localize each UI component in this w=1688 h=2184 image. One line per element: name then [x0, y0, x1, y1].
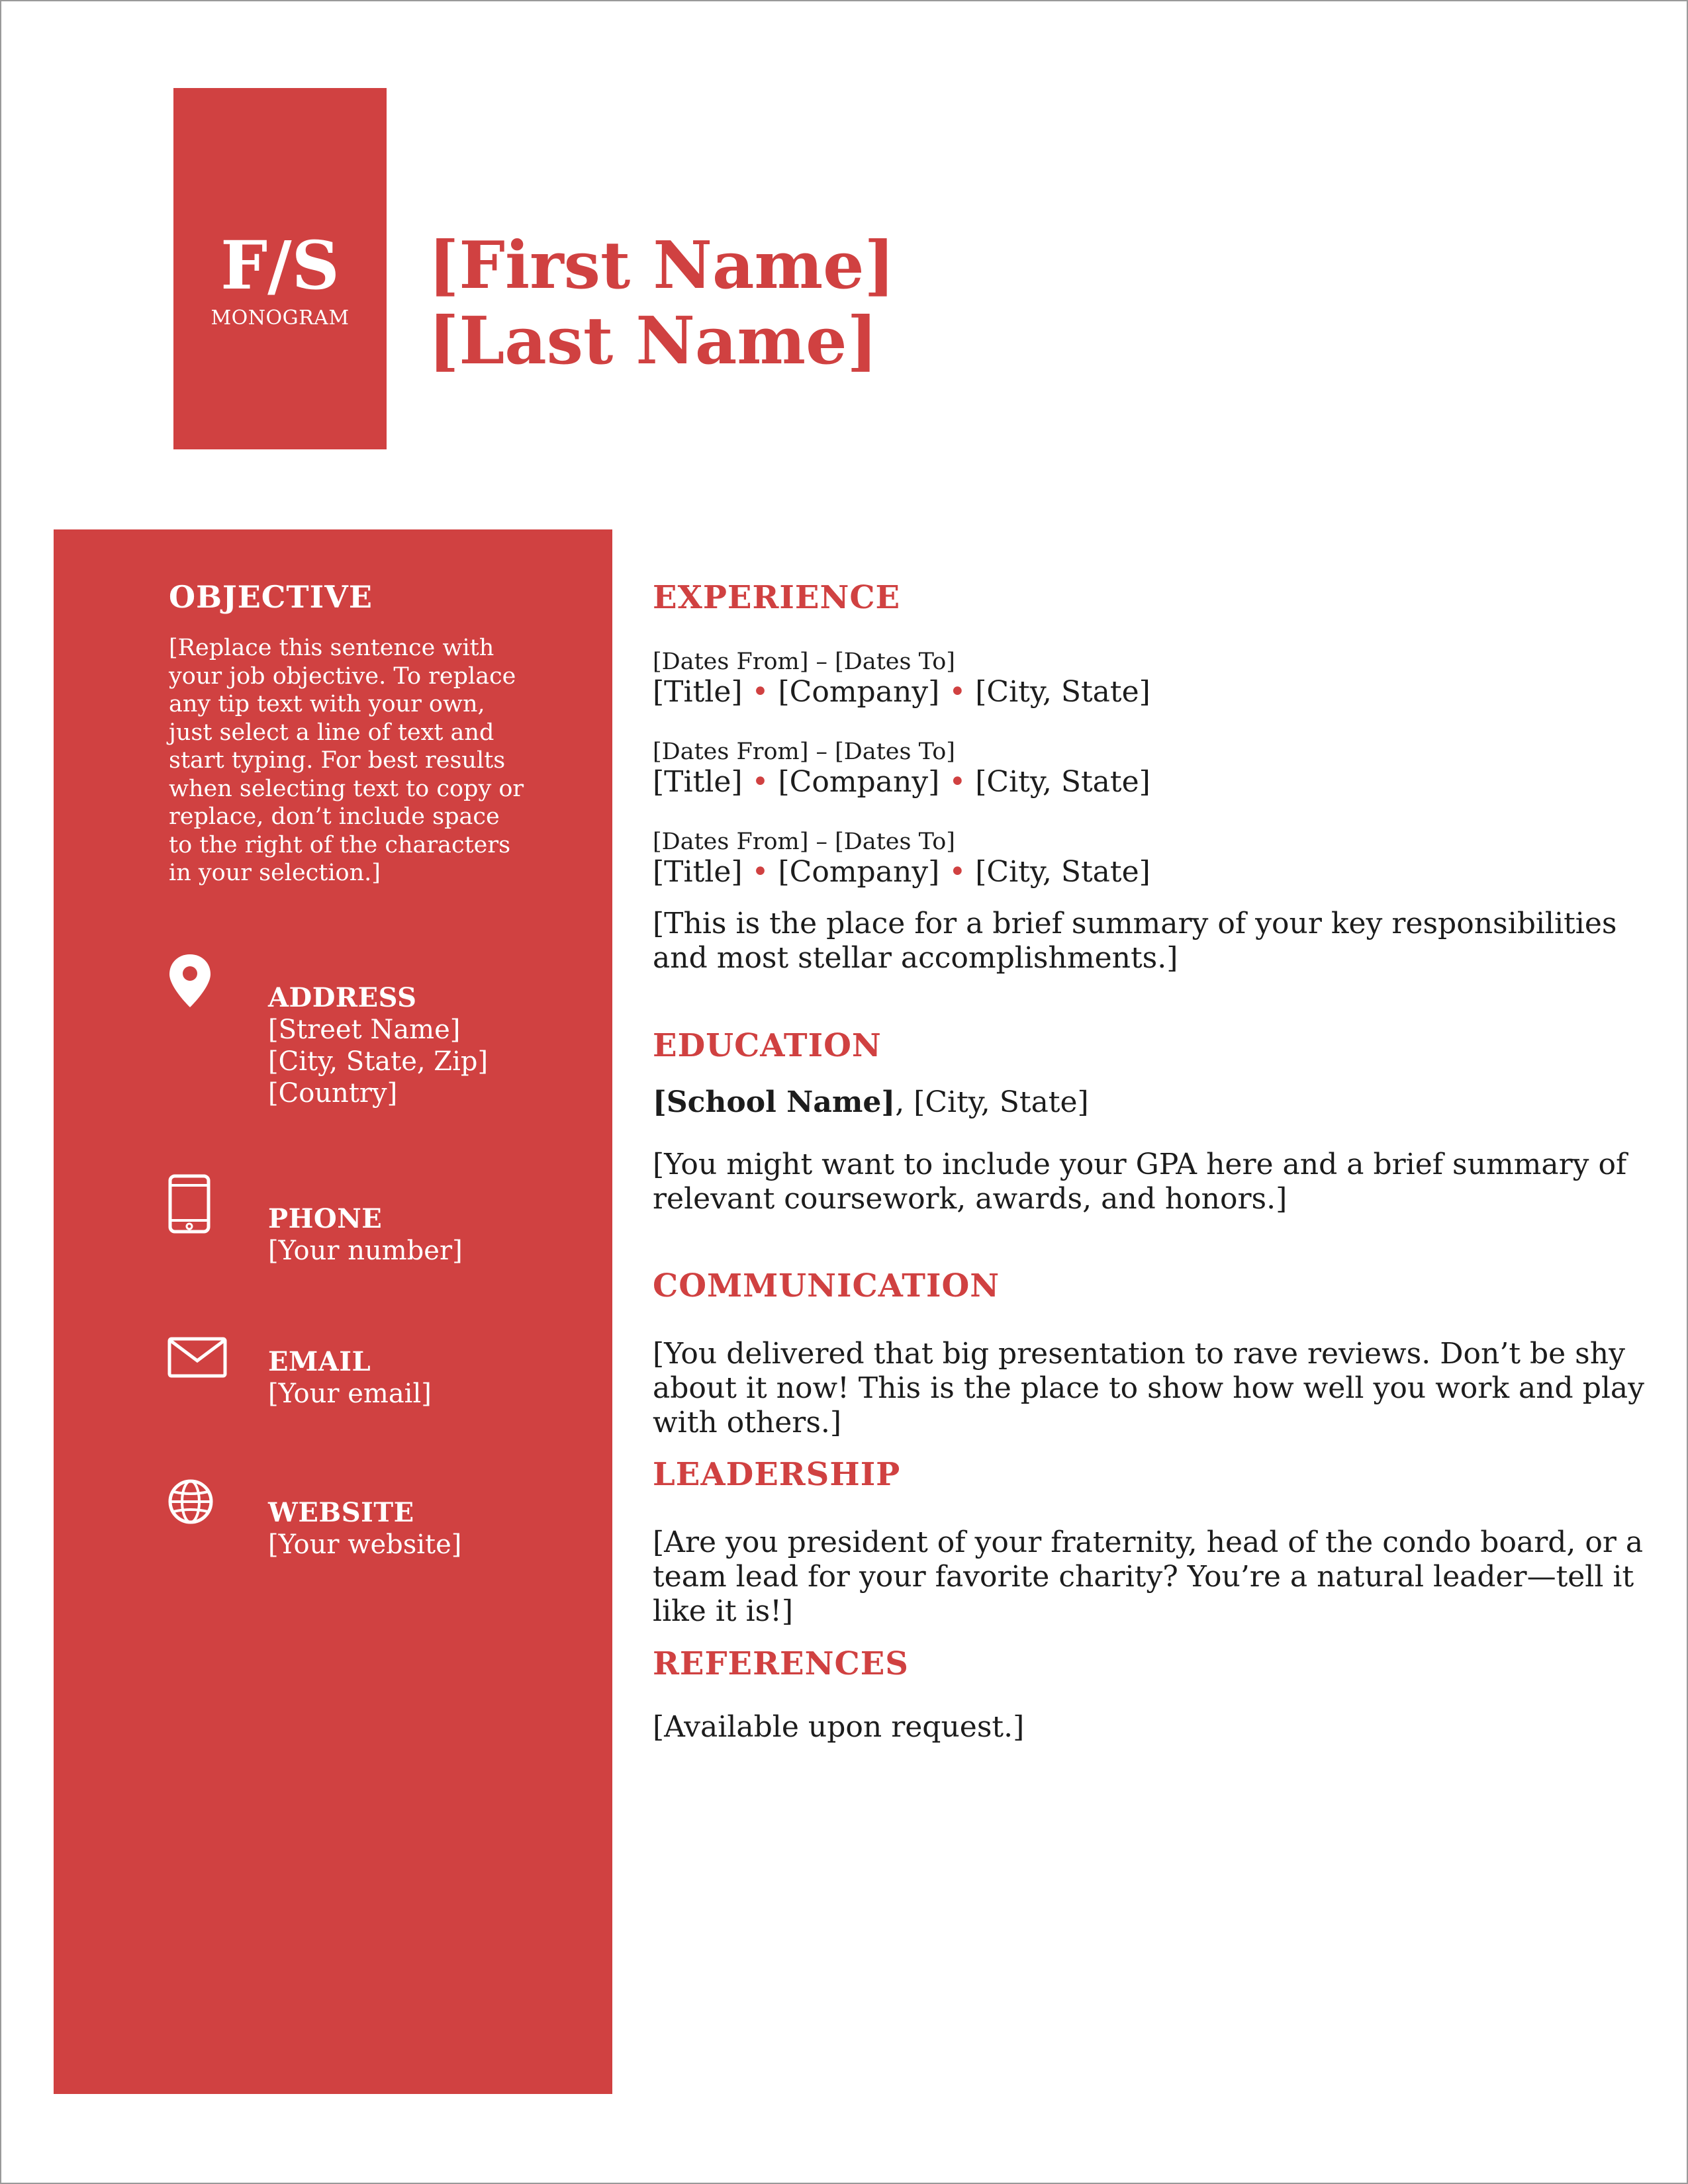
separator-dot: • [751, 675, 769, 709]
job-dates[interactable]: [Dates From] – [Dates To] [653, 649, 955, 675]
objective-text[interactable]: [Replace this sentence with your job objective. To replace any tip text with your own, just select a line of text and start typing. For best results when selecting text to copy or replace, don’t include space to the right of the characters in your selection.] [169, 635, 524, 886]
school-name: [School Name] [653, 1085, 896, 1119]
sidebar [54, 529, 612, 2094]
separator-dot: • [751, 855, 769, 889]
name-block [428, 228, 895, 379]
separator-dot: • [949, 675, 966, 709]
job-title: [Title] [653, 675, 743, 709]
website-label: WEBSITE [268, 1497, 414, 1528]
job-title: [Title] [653, 765, 743, 799]
address-street[interactable]: [Street Name] [268, 1015, 461, 1045]
monogram-initials: F/S [220, 226, 340, 304]
address-city[interactable]: [City, State, Zip] [268, 1046, 489, 1077]
globe-icon [167, 1479, 214, 1525]
last-name[interactable]: [Last Name] [428, 303, 878, 379]
experience-heading: EXPERIENCE [653, 579, 901, 616]
communication-heading: COMMUNICATION [653, 1267, 1000, 1304]
leadership-text[interactable]: [Are you president of your fraternity, head of the condo board, or a team lead for your favorite charity? You’re a natural leader—tell it like it is!] [653, 1525, 1644, 1628]
job-company: [Company] [778, 855, 940, 889]
monogram-label: MONOGRAM [211, 306, 350, 330]
job-line[interactable] [653, 855, 1150, 889]
separator-dot: • [949, 765, 966, 799]
first-name[interactable]: [First Name] [428, 228, 895, 304]
email-value[interactable]: [Your email] [268, 1379, 432, 1409]
references-text[interactable]: [Available upon request.] [653, 1710, 1025, 1744]
job-title: [Title] [653, 855, 743, 889]
address-country[interactable]: [Country] [268, 1078, 398, 1109]
phone-value[interactable]: [Your number] [268, 1236, 463, 1266]
job-line[interactable] [653, 675, 1150, 709]
job-location: [City, State] [975, 765, 1150, 799]
phone-icon [167, 1174, 211, 1234]
education-summary[interactable]: [You might want to include your GPA here and a brief summary of relevant coursework, awards, and honors.] [653, 1148, 1627, 1216]
email-label: EMAIL [268, 1346, 371, 1377]
job-company: [Company] [778, 675, 940, 709]
address-label: ADDRESS [268, 982, 417, 1013]
separator-dot: • [949, 855, 966, 889]
job-dates[interactable]: [Dates From] – [Dates To] [653, 739, 955, 765]
job-dates[interactable]: [Dates From] – [Dates To] [653, 829, 955, 855]
education-heading: EDUCATION [653, 1027, 882, 1064]
school-location: , [City, State] [895, 1085, 1089, 1119]
experience-summary[interactable]: [This is the place for a brief summary of your key responsibilities and most stellar accomplishments.] [653, 907, 1617, 975]
objective-heading: OBJECTIVE [169, 579, 373, 615]
envelope-icon [167, 1337, 227, 1378]
references-heading: REFERENCES [653, 1645, 909, 1682]
monogram-box [173, 88, 387, 449]
leadership-heading: LEADERSHIP [653, 1456, 901, 1493]
communication-text[interactable]: [You delivered that big presentation to rave reviews. Don’t be shy about it now! This is the place to show how well you work and play with others.] [653, 1337, 1645, 1439]
phone-label: PHONE [268, 1203, 383, 1234]
website-value[interactable]: [Your website] [268, 1529, 462, 1560]
job-line[interactable] [653, 765, 1150, 799]
location-pin-icon [167, 953, 212, 1009]
separator-dot: • [751, 765, 769, 799]
education-school-line[interactable] [653, 1085, 1089, 1119]
job-location: [City, State] [975, 855, 1150, 889]
job-company: [Company] [778, 765, 940, 799]
job-location: [City, State] [975, 675, 1150, 709]
